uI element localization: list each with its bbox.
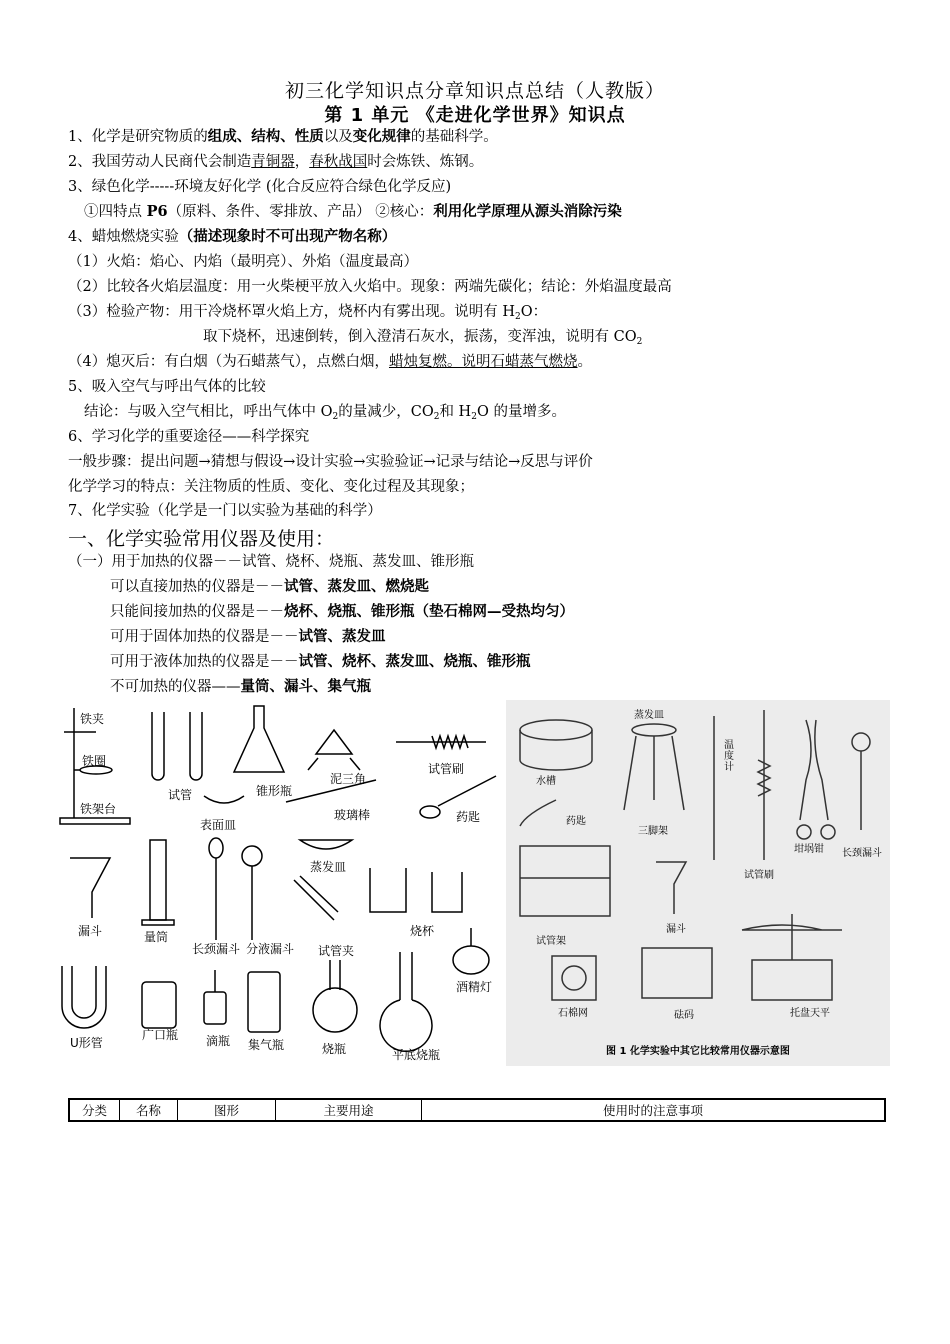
col-use: 主要用途 <box>276 1100 422 1120</box>
funnel-icon <box>70 858 110 918</box>
text-line-21: 可用于液体加热的仪器是－－试管、烧杯、蒸发皿、烧瓶、锥形瓶 <box>110 653 531 670</box>
alcohol-lamp-icon <box>453 928 489 974</box>
col-name: 名称 <box>120 1100 178 1120</box>
gas-jar-icon <box>248 972 280 1032</box>
text-line-22: 不可加热的仪器——量筒、漏斗、集气瓶 <box>110 678 371 695</box>
evaporating-dish-icon <box>300 840 352 849</box>
photo-label-wenduji: 温度计 <box>724 740 734 773</box>
text-line-4: ①四特点 P6（原料、条件、零排放、产品） ②核心：利用化学原理从源头消除污染 <box>84 203 622 220</box>
text-line-8: （3）检验产物：用干冷烧杯罩火焰上方，烧杯内有雾出现。说明有 $H_2O$： <box>68 304 548 322</box>
text-line-17: （一）用于加热的仪器－－试管、烧杯、烧瓶、蒸发皿、锥形瓶 <box>68 554 474 570</box>
beaker-icon <box>370 868 462 912</box>
text-line-7: （2）比较各火焰层温度：用一火柴梗平放入火焰中。现象：两端先碳化；结论：外焰温度最高 <box>68 279 672 295</box>
text-line-16: 7、化学实验（化学是一门以实验为基础的科学） <box>68 503 382 519</box>
test-tube-brush-icon <box>396 736 486 748</box>
conical-flask-icon <box>234 706 284 772</box>
instrument-table-header <box>68 1098 886 1122</box>
label-bolibang: 玻璃棒 <box>334 808 371 822</box>
text-line-5: 4、蜡烛燃烧实验（描述现象时不可出现产物名称） <box>68 228 397 245</box>
label-yaoshi: 药匙 <box>456 810 481 824</box>
label-changjingloudou: 长颈漏斗 <box>192 942 241 956</box>
text-line-10: （4）熄灭后：有白烟（为石蜡蒸气），点燃白烟，蜡烛复燃。说明石蜡蒸气燃烧。 <box>68 354 592 370</box>
watch-glass-icon <box>204 796 244 803</box>
text-line-14: 一般步骤：提出问题→猜想与假设→设计实验→实验验证→记录与结论→反思与评价 <box>68 454 593 470</box>
u-tube-icon <box>62 966 106 1028</box>
long-neck-funnel-icon <box>209 838 223 940</box>
photo-label-shiguanjia: 试管架 <box>536 936 566 947</box>
label-tiequan: 铁圈 <box>82 754 107 768</box>
separatory-funnel-icon <box>242 846 262 940</box>
col-figure: 图形 <box>178 1100 276 1120</box>
photo-label-zhengfamin: 蒸发皿 <box>634 710 664 721</box>
photo-label-loudou: 漏斗 <box>666 924 686 935</box>
clay-triangle-icon <box>308 730 360 770</box>
text-line-3: 3、绿色化学-----环境友好化学 (化合反应符合绿色化学反应) <box>68 179 452 195</box>
photo-label-sanjiaojia: 三脚架 <box>638 826 668 837</box>
apparatus-photo <box>506 700 890 1066</box>
photo-label-shimianwang: 石棉网 <box>558 1008 588 1019</box>
section-heading: 一、化学实验常用仪器及使用： <box>68 528 335 550</box>
photo-label-shuicao: 水槽 <box>536 776 556 787</box>
text-line-1: 1、化学是研究物质的组成、结构、性质以及变化规律的基础科学。 <box>68 128 498 145</box>
text-line-9: 取下烧杯，迅速倒转，倒入澄清石灰水，振荡，变浑浊，说明有 $CO_2$ <box>203 329 643 347</box>
wide-mouth-bottle-icon <box>142 982 176 1028</box>
label-jiujingdeng: 酒精灯 <box>456 980 493 994</box>
text-line-15: 化学学习的特点：关注物质的性质、变化、变化过程及其现象； <box>68 479 474 495</box>
col-category: 分类 <box>70 1100 120 1120</box>
label-shaobei: 烧杯 <box>410 924 435 938</box>
label-shiguan: 试管 <box>168 788 193 802</box>
photo-caption: 图 1 化学实验中其它比较常用仪器示意图 <box>606 1046 790 1057</box>
test-tube-icon <box>152 712 202 780</box>
photo-label-shiguanshua: 试管刷 <box>744 870 774 881</box>
label-shaoping: 烧瓶 <box>322 1042 347 1056</box>
photo-label-ganguo: 坩埚钳 <box>794 844 824 855</box>
label-diping: 滴瓶 <box>206 1034 231 1048</box>
text-line-6: （1）火焰：焰心、内焰（最明亮）、外焰（温度最高） <box>68 254 418 270</box>
doc-subtitle: 第 1 单元 《走进化学世界》知识点 <box>324 105 626 126</box>
label-biaomianmin: 表面皿 <box>200 818 237 832</box>
text-line-20: 可用于固体加热的仪器是－－试管、蒸发皿 <box>110 628 386 645</box>
label-tiejiatai: 铁架台 <box>80 802 117 816</box>
photo-label-tuopan: 托盘天平 <box>790 1008 830 1019</box>
text-line-2: 2、我国劳动人民商代会制造青铜器，春秋战国时会炼铁、炼钢。 <box>68 154 484 170</box>
label-pingdishaoping: 平底烧瓶 <box>392 1048 441 1062</box>
photo-label-yaochi: 药匙 <box>566 816 586 827</box>
label-zhengfamin: 蒸发皿 <box>310 860 347 874</box>
label-loudou: 漏斗 <box>78 924 103 938</box>
label-fenyeloudou: 分液漏斗 <box>246 942 295 956</box>
label-shiguanshua: 试管刷 <box>428 762 465 776</box>
label-tiejia: 铁夹 <box>80 712 105 726</box>
text-line-19: 只能间接加热的仪器是－－烧杯、烧瓶、锥形瓶（垫石棉网—受热均匀） <box>110 603 574 620</box>
text-line-18: 可以直接加热的仪器是－－试管、蒸发皿、燃烧匙 <box>110 578 429 595</box>
photo-label-fama: 砝码 <box>674 1010 694 1021</box>
text-line-11: 5、吸入空气与呼出气体的比较 <box>68 379 266 395</box>
label-nisanjiao: 泥三角 <box>330 772 367 786</box>
test-tube-clamp-icon <box>294 876 338 920</box>
flat-flask-icon <box>380 952 432 1051</box>
photo-label-changjing: 长颈漏斗 <box>842 848 882 859</box>
round-flask-icon <box>313 960 357 1032</box>
label-liangtong: 量筒 <box>144 930 169 944</box>
graduated-cylinder-icon <box>142 840 174 925</box>
label-shiguanjia: 试管夹 <box>318 944 355 958</box>
doc-title: 初三化学知识点分章知识点总结（人教版） <box>284 80 665 102</box>
text-line-13: 6、学习化学的重要途径——科学探究 <box>68 429 310 445</box>
dropper-bottle-icon <box>204 970 226 1024</box>
label-uxingguan: U形管 <box>70 1036 103 1050</box>
label-jiqiping: 集气瓶 <box>248 1038 285 1052</box>
apparatus-figure <box>56 700 501 1070</box>
col-notes: 使用时的注意事项 <box>602 1103 703 1118</box>
label-guangkouping: 广口瓶 <box>142 1028 179 1042</box>
text-line-12: 结论：与吸入空气相比，呼出气体中 $O_2$的量减少，$CO_2$和 $H_2O$ 的量增多。 <box>84 404 566 422</box>
label-zhuixingping: 锥形瓶 <box>256 784 293 798</box>
